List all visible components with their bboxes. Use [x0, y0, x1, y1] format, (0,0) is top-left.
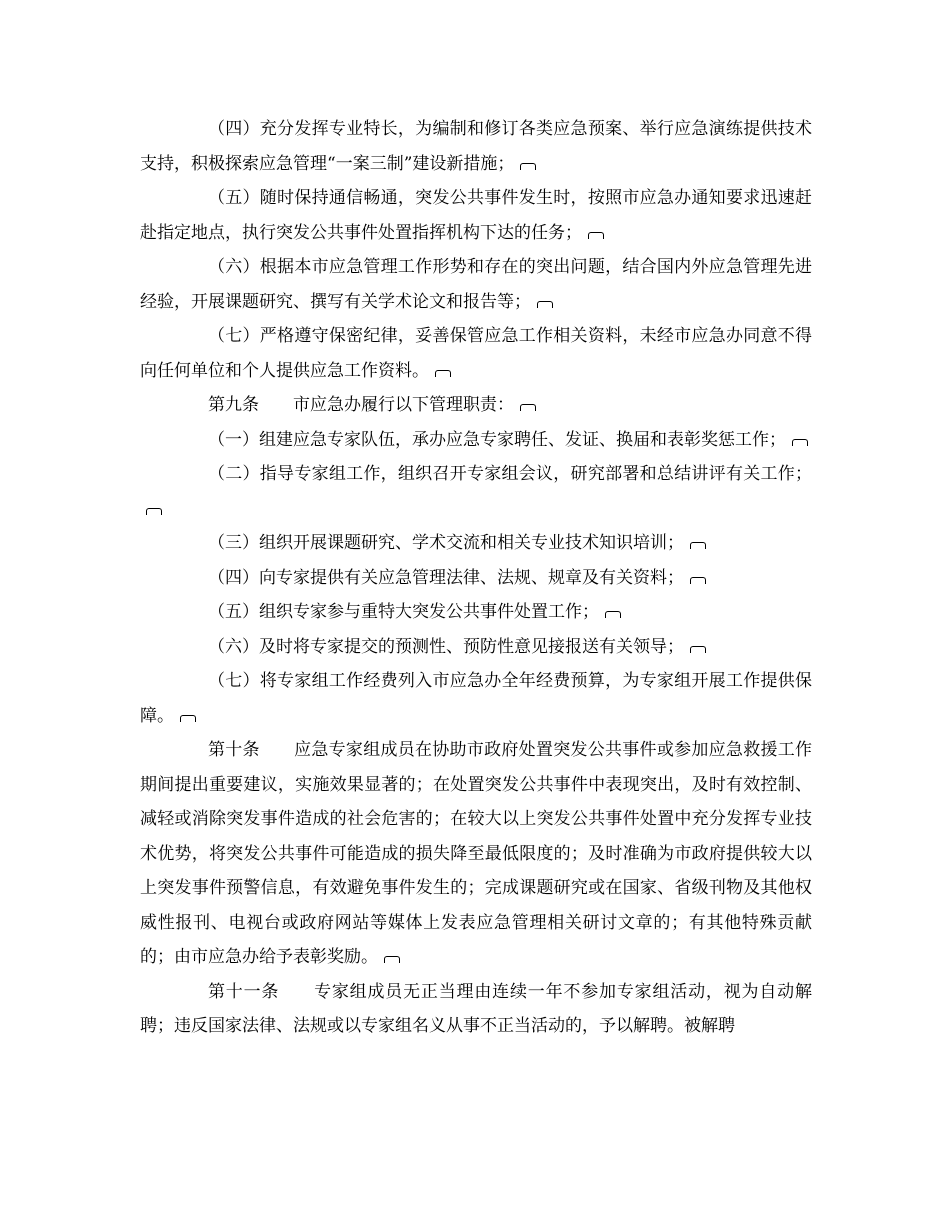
paragraph-duty-6: （六）及时将专家提交的预测性、预防性意见接报送有关领导；	[140, 630, 812, 665]
paragraph-duty-5: （五）组织专家参与重特大突发公共事件处置工作；	[140, 595, 812, 630]
paragraph-mark	[588, 232, 604, 239]
paragraph-item-7: （七）严格遵守保密纪律，妥善保管应急工作相关资料，未经市应急办同意不得向任何单位和个人提供应急工作资料。	[140, 326, 812, 381]
paragraph-mark	[792, 439, 808, 446]
paragraph-mark	[520, 163, 536, 170]
paragraph-item-4: （四）充分发挥专业特长，为编制和修订各类应急预案、举行应急演练提供技术支持，积极探索应急管理“一案三制”建设新措施；	[140, 119, 812, 174]
paragraph-mark	[520, 404, 536, 411]
article-11: 第十一条 专家组成员无正当理由连续一年不参加专家组活动，视为自动解聘；违反国家法律、法规或以专家组名义从事不正当活动的，予以解聘。被解聘	[140, 981, 812, 1036]
document-page	[140, 112, 812, 1044]
paragraph-item-5: （五）随时保持通信畅通，突发公共事件发生时，按照市应急办通知要求迅速赶赴指定地点，执行突发公共事件处置指挥机构下达的任务；	[140, 188, 812, 243]
article-heading: 第十条	[208, 740, 260, 760]
article-heading: 第九条	[208, 395, 259, 415]
article-9: 第九条 市应急办履行以下管理职责：	[140, 388, 812, 423]
paragraph-duty-3: （三）组织开展课题研究、学术交流和相关专业技术知识培训；	[140, 526, 812, 561]
paragraph-mark	[605, 611, 621, 618]
paragraph-mark	[384, 956, 400, 963]
paragraph-mark	[435, 370, 451, 377]
paragraph-item-6: （六）根据本市应急管理工作形势和存在的突出问题，结合国内外应急管理先进经验，开展课题研究、撰写有关学术论文和报告等；	[140, 257, 812, 312]
paragraph-duty-1: （一）组建应急专家队伍，承办应急专家聘任、发证、换届和表彰奖惩工作；	[140, 423, 812, 458]
paragraph-mark	[180, 715, 196, 722]
paragraph-mark	[146, 508, 162, 515]
paragraph-duty-7: （七）将专家组工作经费列入市应急办全年经费预算，为专家组开展工作提供保障。	[140, 671, 812, 726]
paragraph-mark	[690, 577, 706, 584]
article-10: 第十条 应急专家组成员在协助市政府处置突发公共事件或参加应急救援工作期间提出重要建议，实施效果显著的；在处置突发公共事件中表现突出，及时有效控制、减轻或消除突发事件造成的社会危害的；在较大以上突发公共事件处置中充分发挥专业技术优势，将突发公共事件可能造成的损失降至最低限度的；及时准确为市政府提供较大以上突发事件预警信息，有效避免事件发生的；完成课题研究或在国家、省级刊物及其他权威性报刊、电视台或政府网站等媒体上发表应急管理相关研讨文章的；有其他特殊贡献的；由市应急办给予表彰奖励。	[140, 740, 813, 967]
article-heading: 第十一条	[208, 981, 280, 1002]
paragraph-mark	[690, 646, 706, 653]
paragraph-mark	[690, 542, 706, 549]
paragraph-mark	[537, 301, 553, 308]
paragraph-duty-2: （二）指导专家组工作，组织召开专家组会议，研究部署和总结讲评有关工作；	[140, 457, 812, 526]
paragraph-duty-4: （四）向专家提供有关应急管理法律、法规、规章及有关资料；	[140, 561, 812, 596]
